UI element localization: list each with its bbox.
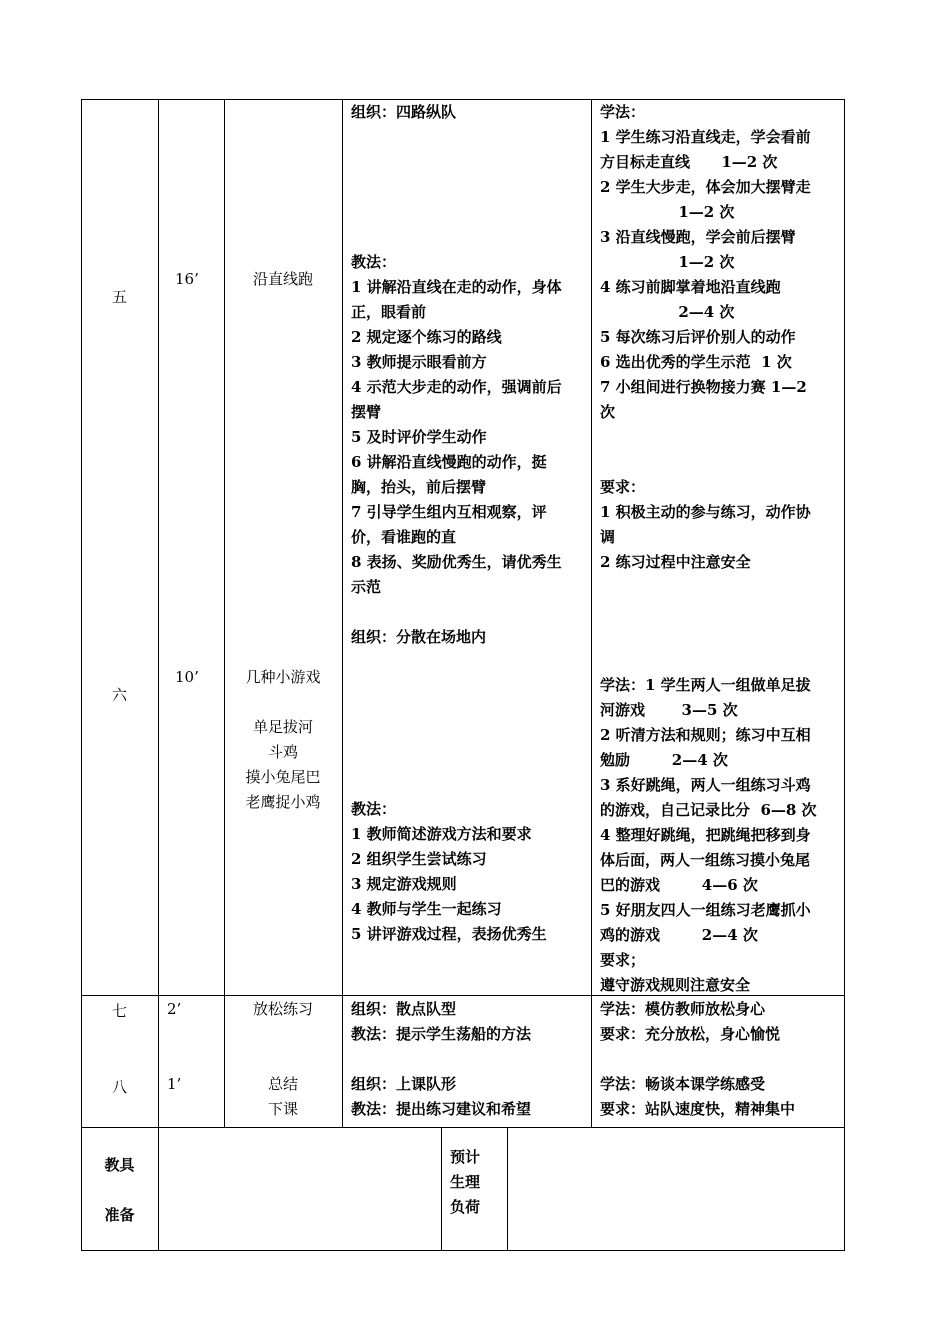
learning-line: 1—2 次: [600, 203, 735, 221]
learning-line: 3 沿直线慢跑，学会前后摆臂: [600, 228, 796, 246]
content-line: 老鹰捉小鸡: [245, 793, 321, 811]
load-label-line: 负荷: [450, 1198, 481, 1216]
teaching-line: 教法：: [351, 800, 397, 818]
load-label-line: 生理: [450, 1173, 481, 1191]
teaching-line: 教法：提出练习建议和希望: [351, 1100, 532, 1118]
teaching-line: 8 表扬、奖励优秀生，请优秀生: [351, 553, 562, 571]
row-time: 16’: [175, 270, 199, 288]
row-content: 沿直线跑: [252, 270, 313, 288]
footer-divider-b: [507, 1127, 508, 1251]
physiological-load-label: [450, 1145, 480, 1220]
teaching-method-block: [351, 997, 531, 1047]
row-content: [224, 665, 342, 815]
learning-line: 7 小组间进行换物接力赛 1—2: [600, 378, 807, 396]
col-divider-2: [224, 99, 225, 1128]
row-time: 1’: [167, 1075, 182, 1093]
teaching-line: 3 教师提示眼看前方: [351, 353, 487, 371]
teaching-method-block: [351, 797, 547, 947]
learning-line: 学法：模仿教师放松身心: [600, 1000, 766, 1018]
teaching-line: [351, 225, 562, 250]
row-number: 七: [111, 1002, 127, 1020]
content-line: 下课: [267, 1100, 298, 1118]
table-border-bottom: [81, 1250, 845, 1251]
teaching-method-block: [351, 1072, 531, 1122]
teaching-line: [351, 175, 562, 200]
learning-line: 方目标走直线 1—2 次: [600, 153, 778, 171]
footer-divider-a: [441, 1127, 442, 1251]
learning-line: 河游戏 3—5 次: [600, 701, 738, 719]
teaching-line: 教法：: [351, 253, 397, 271]
teaching-line: 价，看谁跑的直: [351, 528, 457, 546]
learning-line: 4 整理好跳绳，把跳绳把移到身: [600, 826, 811, 844]
learning-method-block: [600, 100, 811, 575]
equipment-label: 教具: [104, 1156, 135, 1174]
learning-line: 要求：站队速度快，精神集中: [600, 1100, 796, 1118]
learning-line: 1—2 次: [600, 253, 735, 271]
load-label-line: 预计: [450, 1148, 481, 1166]
col-divider-4: [591, 99, 592, 1128]
learning-line: 要求：充分放松，身心愉悦: [600, 1025, 781, 1043]
learning-line: 勉励 2—4 次: [600, 751, 728, 769]
learning-line: 2—4 次: [600, 303, 735, 321]
learning-line: 2 练习过程中注意安全: [600, 553, 751, 571]
row-divider-footer: [81, 1127, 845, 1128]
learning-line: 5 好朋友四人一组练习老鹰抓小: [600, 901, 811, 919]
teaching-line: 1 讲解沿直线在走的动作，身体: [351, 278, 562, 296]
teaching-line: 2 组织学生尝试练习: [351, 850, 487, 868]
learning-line: 4 练习前脚掌着地沿直线跑: [600, 278, 781, 296]
teaching-line: 组织：分散在场地内: [351, 628, 487, 646]
teaching-line: 1 教师简述游戏方法和要求: [351, 825, 532, 843]
content-line: 摸小兔尾巴: [245, 768, 321, 786]
row-number: 五: [111, 288, 127, 306]
learning-line: 要求；: [600, 951, 646, 969]
row-number: 六: [111, 686, 127, 704]
teaching-line: [351, 200, 562, 225]
teaching-line: 4 示范大步走的动作，强调前后: [351, 378, 562, 396]
learning-line: 的游戏，自己记录比分 6—8 次: [600, 801, 817, 819]
teaching-line: 4 教师与学生一起练习: [351, 900, 502, 918]
row-content: [224, 1072, 342, 1122]
teaching-line: 3 规定游戏规则: [351, 875, 457, 893]
row-time: 2’: [167, 1000, 182, 1018]
row-content: 放松练习: [252, 1000, 313, 1018]
learning-line: 5 每次练习后评价别人的动作: [600, 328, 796, 346]
col-divider-1: [158, 99, 159, 1251]
learning-line: 6 选出优秀的学生示范 1 次: [600, 353, 792, 371]
teaching-method-block: [351, 100, 562, 650]
teaching-line: 正，眼看前: [351, 303, 427, 321]
learning-line: 1 学生练习沿直线走，学会看前: [600, 128, 811, 146]
teaching-line: 组织：上课队形: [351, 1075, 457, 1093]
learning-line: 遵守游戏规则注意安全: [600, 976, 751, 994]
teaching-line: 胸，抬头，前后摆臂: [351, 478, 487, 496]
learning-line: [600, 425, 811, 450]
learning-line: 调: [600, 528, 616, 546]
table-border-right: [844, 99, 845, 1251]
learning-method-block: [600, 1072, 795, 1122]
teaching-line: 2 规定逐个练习的路线: [351, 328, 502, 346]
teaching-line: 组织：散点队型: [351, 1000, 457, 1018]
learning-line: 学法：畅谈本课学练感受: [600, 1075, 766, 1093]
row-number: 八: [111, 1078, 127, 1096]
teaching-line: [351, 150, 562, 175]
equipment-label: 准备: [104, 1206, 135, 1224]
teaching-line: [351, 125, 562, 150]
teaching-line: 6 讲解沿直线慢跑的动作，挺: [351, 453, 547, 471]
teaching-line: 5 讲评游戏过程，表扬优秀生: [351, 925, 547, 943]
learning-line: 1 积极主动的参与练习，动作协: [600, 503, 811, 521]
content-line: 单足拔河: [252, 718, 313, 736]
content-line: 斗鸡: [267, 743, 298, 761]
learning-line: 3 系好跳绳，两人一组练习斗鸡: [600, 776, 811, 794]
col-divider-3: [342, 99, 343, 1128]
learning-line: 次: [600, 403, 616, 421]
teaching-line: 示范: [351, 578, 382, 596]
learning-line: 学法：1 学生两人一组做单足拔: [600, 676, 811, 694]
learning-line: 体后面，两人一组练习摸小兔尾: [600, 851, 811, 869]
content-line: 几种小游戏: [245, 668, 321, 686]
teaching-line: 摆臂: [351, 403, 382, 421]
teaching-line: 7 引导学生组内互相观察，评: [351, 503, 547, 521]
content-line: 总结: [267, 1075, 298, 1093]
teaching-line: 教法：提示学生荡船的方法: [351, 1025, 532, 1043]
learning-line: 2 学生大步走，体会加大摆臂走: [600, 178, 811, 196]
learning-line: 巴的游戏 4—6 次: [600, 876, 758, 894]
teaching-line: [351, 600, 562, 625]
learning-line: [600, 450, 811, 475]
learning-method-block: [600, 997, 780, 1047]
learning-line: 学法：: [600, 103, 646, 121]
teaching-line: 5 及时评价学生动作: [351, 428, 487, 446]
learning-line: 2 听清方法和规则；练习中互相: [600, 726, 811, 744]
learning-method-block: [600, 673, 817, 998]
learning-line: 要求：: [600, 478, 646, 496]
row-time: 10’: [175, 668, 199, 686]
content-line: [224, 690, 342, 715]
teaching-line: 组织：四路纵队: [351, 103, 457, 121]
learning-line: 鸡的游戏 2—4 次: [600, 926, 758, 944]
